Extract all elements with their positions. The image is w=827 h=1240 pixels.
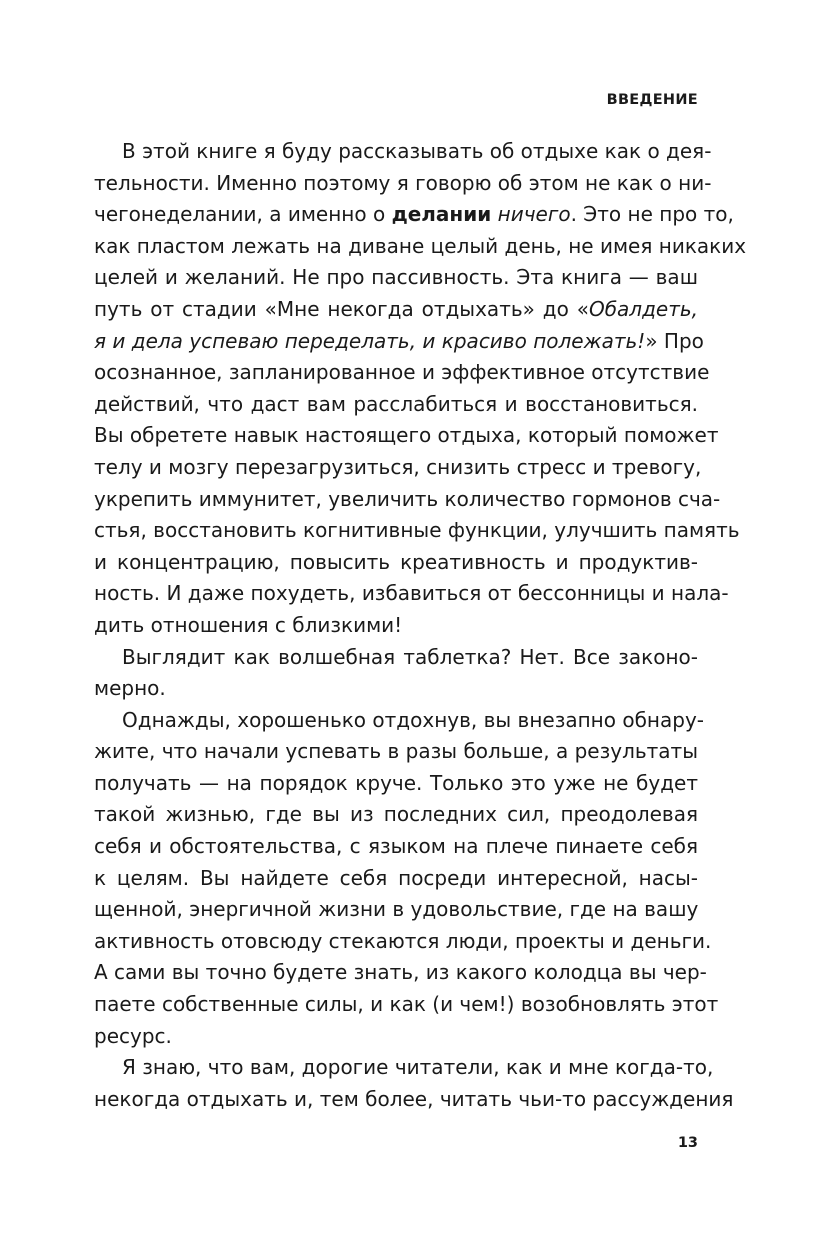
- text-line: [94, 831, 698, 863]
- text-segment: некогда отдыхать и, тем более, читать чьи-то рассуждения: [94, 1086, 734, 1111]
- text-segment: укрепить иммунитет, увеличить количество гормонов сча-: [94, 486, 721, 511]
- text-segment: ресурс.: [94, 1023, 172, 1048]
- text-segment: телу и мозгу перезагрузиться, снизить стресс и тревогу,: [94, 454, 702, 479]
- text-segment: Однажды, хорошенько отдохнув, вы внезапно обнару-: [122, 707, 704, 732]
- text-segment: жите, что начали успевать в разы больше, а результаты: [94, 739, 698, 764]
- text-line: [94, 863, 698, 895]
- text-line: [94, 515, 740, 547]
- text-line: [94, 736, 698, 768]
- text-line: [94, 957, 707, 989]
- text-segment: себя и обстоятельства, с языком на плече пинаете себя: [94, 834, 698, 859]
- text-segment: паете собственные силы, и как (и чем!) возобновлять этот: [94, 992, 719, 1017]
- text-line: [94, 768, 698, 800]
- emphasis-italic: я и дела успеваю переделать, и красиво полежать!: [94, 328, 646, 353]
- text-segment: щенной, энергичной жизни в удовольствие, где на вашу: [94, 897, 699, 922]
- text-line: [94, 799, 698, 831]
- text-line: [94, 420, 719, 452]
- text-line: [94, 610, 698, 642]
- text-segment: В этой книге я буду рассказывать об отдыхе как о дея-: [122, 139, 712, 163]
- text-segment: действий, что даст вам расслабиться и восстановиться.: [94, 391, 698, 416]
- text-segment: . Это не про то,: [570, 202, 734, 227]
- paragraph-first-line: [94, 1052, 714, 1084]
- text-segment: как пластом лежать на диване целый день, не имея никаких: [94, 233, 747, 258]
- text-line: [94, 357, 710, 389]
- running-head-section-title: ВВЕДЕНИЕ: [606, 92, 698, 108]
- text-segment: чегонеделании, а именно о: [94, 202, 392, 227]
- text-segment: к целям. Вы найдете себя посреди интересной, насы-: [94, 865, 698, 890]
- page-number: 13: [677, 1135, 698, 1151]
- text-line: [94, 262, 698, 294]
- text-segment: дить отношения с близкими!: [94, 612, 403, 637]
- text-line: [94, 1084, 734, 1116]
- text-segment: осознанное, запланированное и эффективное отсутствие: [94, 360, 710, 385]
- text-segment: и концентрацию, повысить креативность и продуктив-: [94, 549, 698, 574]
- text-segment: ность. И даже похудеть, избавиться от бессонницы и нала-: [94, 581, 729, 606]
- paragraph-first-line: [94, 136, 712, 168]
- text-line: [94, 989, 719, 1021]
- text-segment: стья, восстановить когнитивные функции, улучшить память: [94, 518, 740, 543]
- text-line: [94, 926, 712, 958]
- text-line: [94, 199, 734, 231]
- text-segment: тельности. Именно поэтому я говорю об этом не как о ни-: [94, 170, 712, 195]
- text-line: [94, 673, 698, 705]
- paragraph-first-line: [94, 642, 698, 674]
- text-line: [94, 389, 698, 421]
- body-text: [94, 136, 747, 1115]
- text-line: [94, 578, 729, 610]
- text-segment: активность отовсюду стекаются люди, проекты и деньги.: [94, 928, 712, 953]
- text-segment: Выглядит как волшебная таблетка? Нет. Все законо-: [122, 644, 698, 669]
- text-line: [94, 547, 698, 579]
- text-segment: Я знаю, что вам, дорогие читатели, как и мне когда-то,: [122, 1055, 714, 1080]
- text-line: [94, 894, 698, 926]
- text-segment: получать — на порядок круче. Только это уже не будет: [94, 770, 698, 795]
- text-line: [94, 231, 747, 263]
- text-segment: » Про: [645, 328, 704, 353]
- emphasis-bold: делании: [391, 202, 492, 227]
- emphasis-italic: ничего: [497, 202, 571, 227]
- text-line: [94, 1021, 698, 1053]
- text-segment: А сами вы точно будете знать, из какого колодца вы чер-: [94, 960, 707, 985]
- text-segment: такой жизнью, где вы из последних сил, преодолевая: [94, 802, 698, 827]
- text-segment: целей и желаний. Не про пассивность. Эта книга — ваш: [94, 265, 698, 290]
- text-segment: Вы обретете навык настоящего отдыха, который поможет: [94, 423, 719, 448]
- text-line: [94, 294, 698, 326]
- text-line: [94, 484, 721, 516]
- text-line: [94, 326, 704, 358]
- text-line: [94, 452, 702, 484]
- emphasis-italic: Обалдеть,: [588, 296, 698, 321]
- paragraph-first-line: [94, 705, 704, 737]
- text-segment: путь от стадии «Мне некогда отдыхать» до «: [94, 296, 589, 321]
- text-segment: мерно.: [94, 676, 166, 701]
- text-line: [94, 168, 712, 200]
